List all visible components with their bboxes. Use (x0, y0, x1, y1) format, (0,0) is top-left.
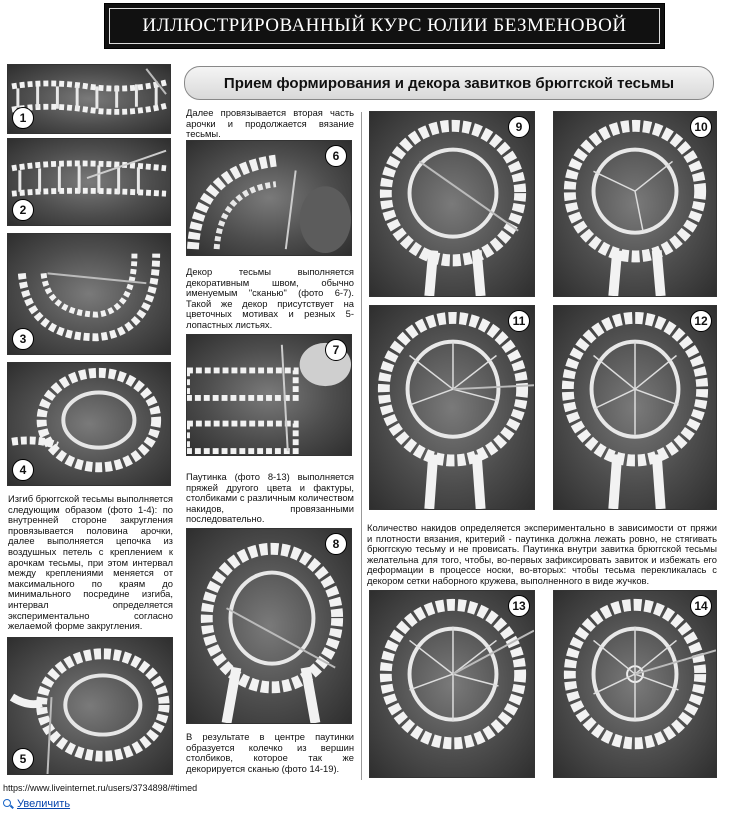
photo-number: 10 (690, 116, 712, 138)
photo-number: 12 (690, 310, 712, 332)
photo-10 (553, 111, 717, 297)
continue-text: Далее провязывается вторая часть арочки и продолжается вязание тесьмы. (186, 107, 354, 140)
photo-7 (186, 334, 352, 456)
photo-number: 4 (12, 459, 34, 481)
photo-6 (186, 140, 352, 256)
enlarge-link[interactable] (3, 798, 70, 810)
photo-13 (369, 590, 535, 778)
article-subtitle: Прием формирования и декора завитков брюггской тесьмы (184, 66, 714, 100)
photo-number: 6 (325, 145, 347, 167)
magnifier-icon (3, 799, 13, 809)
photo-11 (369, 305, 535, 510)
column-divider (361, 112, 362, 780)
photo-8 (186, 528, 352, 724)
bend-instructions: Изгиб брюггской тесьмы выполняется следующим образом (фото 1-4): по внутренней стороне закругления провязывается половина арочки, далее выполняется цепочка из воздушных петель с креплением к арочкам тесьмы, при этом интервал между креплениями меняется от максимального по краям до минимального посредине изгиба, интервал определяется экспериментально согласно желаемой форме закругления. (8, 493, 174, 632)
photo-3 (7, 233, 171, 355)
ring-text: В результате в центре паутинки образуется колечко из вершин столбиков, которое так же декорируется сканью (фото 14-19). (186, 731, 354, 774)
photo-number: 5 (12, 748, 34, 770)
photo-number: 2 (12, 199, 34, 221)
photo-number: 13 (508, 595, 530, 617)
photo-number: 7 (325, 339, 347, 361)
photo-number: 8 (325, 533, 347, 555)
yarn-count-text: Количество накидов определяется экспериментально в зависимости от пряжи и плотности вязания, критерий - паутинка должна лежать ровно, не стягивать брюггскую тесьму и не провисать. Паутинка внутри завитка брюггской тесьмы желательна для того, чтобы, во-первых зафиксировать завиток и избежать его деформации в процессе носки, во-вторых: чтобы тесьма перекликалась с декором сетки наборного кружева, выполненного в виде жучков. (367, 522, 717, 586)
photo-14 (553, 590, 717, 778)
photo-2 (7, 138, 171, 226)
photo-5 (7, 637, 173, 775)
page-title: ИЛЛЮСТРИРОВАННЫЙ КУРС ЮЛИИ БЕЗМЕНОВОЙ (109, 8, 660, 44)
title-banner (104, 3, 665, 49)
photo-number: 9 (508, 116, 530, 138)
web-text: Паутинка (фото 8-13) выполняется пряжей другого цвета и фактуры, столбиками с различным количеством накидов, провязанными последовательно. (186, 471, 354, 525)
enlarge-link-label[interactable]: Увеличить (17, 798, 71, 810)
photo-12 (553, 305, 717, 510)
photo-number: 1 (12, 107, 34, 129)
photo-9 (369, 111, 535, 297)
photo-number: 11 (508, 310, 530, 332)
photo-number: 3 (12, 328, 34, 350)
decor-text: Декор тесьмы выполняется декоративным швом, обычно именуемым "сканью" (фото 6-7). Такой же декор присутствует на цветочных мотивах и резных 5-лопастных листьях. (186, 266, 354, 330)
source-url[interactable]: https://www.liveinternet.ru/users/3734898/#timed (3, 783, 198, 793)
photo-1 (7, 64, 171, 134)
photo-4 (7, 362, 171, 486)
photo-number: 14 (690, 595, 712, 617)
